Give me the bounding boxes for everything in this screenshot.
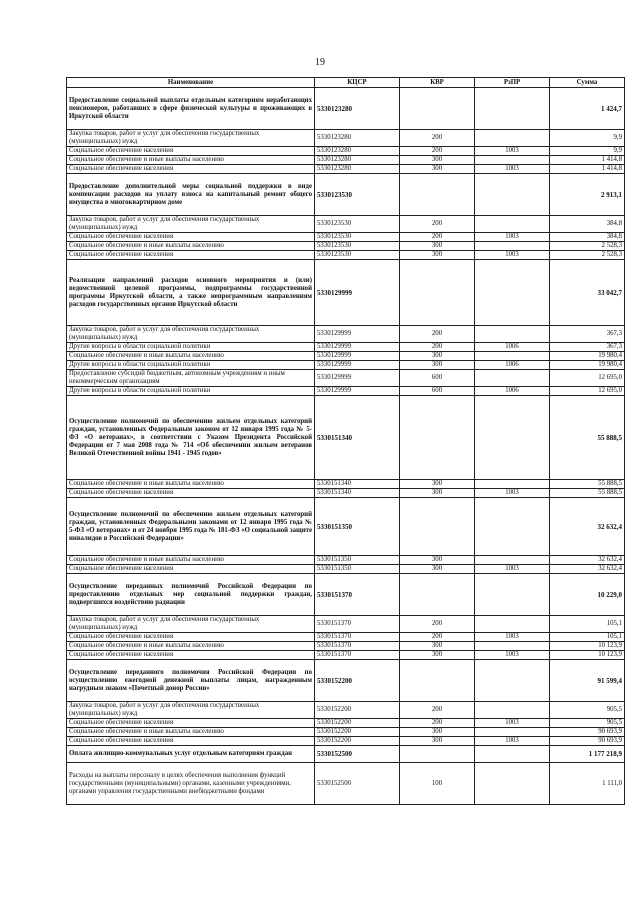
row-kcsr-cell: 5330129999 <box>315 352 400 361</box>
row-sum-cell: 10 123,9 <box>550 642 625 651</box>
row-kcsr-cell: 5330123280 <box>315 147 400 156</box>
row-sum-cell: 384,8 <box>550 233 625 242</box>
row-kcsr-cell: 5330151350 <box>315 565 400 574</box>
row-sum-cell: 1 177 218,9 <box>550 746 625 763</box>
row-sum-cell: 10 123,9 <box>550 651 625 660</box>
row-name-cell: Расходы на выплаты персоналу в целях обеспечения выполнения функций государственными (муниципальными) органами, казенными учреждениями, органами управления государственными внебюджетными фондами <box>67 763 315 805</box>
row-sum-cell: 1 414,8 <box>550 156 625 165</box>
row-sum-cell: 9,9 <box>550 147 625 156</box>
row-sum-cell: 105,1 <box>550 633 625 642</box>
row-rzpr-cell <box>475 660 550 702</box>
row-kcsr-cell: 5330123280 <box>315 130 400 147</box>
row-rzpr-cell <box>475 616 550 633</box>
row-kvr-cell: 200 <box>400 147 475 156</box>
row-sum-cell: 12 695,0 <box>550 387 625 396</box>
row-kcsr-cell: 5330152200 <box>315 702 400 719</box>
row-sum-cell: 384,8 <box>550 216 625 233</box>
table-row <box>67 396 625 480</box>
row-kvr-cell: 300 <box>400 165 475 174</box>
row-name-cell: Другие вопросы в области социальной политики <box>67 343 315 352</box>
row-rzpr-cell <box>475 396 550 480</box>
row-rzpr-cell <box>475 480 550 489</box>
row-kvr-cell: 300 <box>400 737 475 746</box>
row-kcsr-cell: 5330123280 <box>315 165 400 174</box>
table-row <box>67 147 625 156</box>
row-kcsr-cell: 5330129999 <box>315 370 400 387</box>
row-kvr-cell: 300 <box>400 156 475 165</box>
row-kcsr-cell: 5330123530 <box>315 251 400 260</box>
row-name-cell: Закупка товаров, работ и услуг для обеспечения государственных (муниципальных) нужд <box>67 616 315 633</box>
table-row <box>67 343 625 352</box>
row-kvr-cell: 300 <box>400 489 475 498</box>
row-sum-cell: 2 528,3 <box>550 242 625 251</box>
row-kcsr-cell: 5330151350 <box>315 556 400 565</box>
table-row <box>67 702 625 719</box>
row-sum-cell: 55 888,5 <box>550 489 625 498</box>
row-name-cell: Социальное обеспечение населения <box>67 651 315 660</box>
table-row <box>67 352 625 361</box>
row-kvr-cell: 200 <box>400 216 475 233</box>
row-name-cell: Социальное обеспечение населения <box>67 233 315 242</box>
row-sum-cell: 905,5 <box>550 702 625 719</box>
row-sum-cell: 19 980,4 <box>550 361 625 370</box>
row-kcsr-cell: 5330151370 <box>315 642 400 651</box>
row-rzpr-cell: 1006 <box>475 361 550 370</box>
row-kcsr-cell: 5330151370 <box>315 574 400 616</box>
row-sum-cell: 90 693,9 <box>550 737 625 746</box>
row-rzpr-cell <box>475 728 550 737</box>
row-rzpr-cell: 1003 <box>475 489 550 498</box>
table-row <box>67 660 625 702</box>
row-rzpr-cell <box>475 763 550 805</box>
row-sum-cell: 32 632,4 <box>550 556 625 565</box>
row-name-cell: Закупка товаров, работ и услуг для обеспечения государственных (муниципальных) нужд <box>67 326 315 343</box>
row-name-cell: Закупка товаров, работ и услуг для обеспечения государственных (муниципальных) нужд <box>67 702 315 719</box>
row-rzpr-cell <box>475 130 550 147</box>
row-kvr-cell: 300 <box>400 651 475 660</box>
row-name-cell: Осуществление переданного полномочия Российской Федерации по осуществлению ежегодной денежной выплаты лицам, награжденным нагрудным знаком «Почетный донор России» <box>67 660 315 702</box>
row-name-cell: Социальное обеспечение населения <box>67 719 315 728</box>
row-rzpr-cell: 1003 <box>475 651 550 660</box>
table-row <box>67 156 625 165</box>
row-kcsr-cell: 5330123530 <box>315 242 400 251</box>
row-kvr-cell <box>400 498 475 556</box>
row-sum-cell: 55 888,5 <box>550 396 625 480</box>
row-kvr-cell: 600 <box>400 370 475 387</box>
row-kcsr-cell: 5330151370 <box>315 651 400 660</box>
row-name-cell: Закупка товаров, работ и услуг для обеспечения государственных (муниципальных) нужд <box>67 130 315 147</box>
row-kcsr-cell: 5330123280 <box>315 88 400 130</box>
row-kvr-cell: 300 <box>400 565 475 574</box>
row-name-cell: Социальное обеспечение населения <box>67 565 315 574</box>
table-row <box>67 130 625 147</box>
row-name-cell: Социальное обеспечение и иные выплаты населению <box>67 556 315 565</box>
table-row <box>67 728 625 737</box>
row-sum-cell: 12 695,0 <box>550 370 625 387</box>
table-row <box>67 763 625 805</box>
table-row <box>67 498 625 556</box>
row-kcsr-cell: 5330151340 <box>315 396 400 480</box>
row-sum-cell: 19 980,4 <box>550 352 625 361</box>
row-name-cell: Другие вопросы в области социальной политики <box>67 361 315 370</box>
column-header-name: Наименование <box>67 78 315 88</box>
row-rzpr-cell: 1003 <box>475 165 550 174</box>
row-rzpr-cell <box>475 574 550 616</box>
table-row <box>67 361 625 370</box>
row-kcsr-cell: 5330151370 <box>315 616 400 633</box>
table-row <box>67 642 625 651</box>
row-rzpr-cell <box>475 242 550 251</box>
row-rzpr-cell <box>475 156 550 165</box>
row-sum-cell: 32 632,4 <box>550 565 625 574</box>
row-name-cell: Осуществление переданных полномочий Российской Федерации по предоставлению отдельных мер социальной поддержки граждан, подвергшихся воздействию радиации <box>67 574 315 616</box>
row-rzpr-cell <box>475 216 550 233</box>
row-rzpr-cell: 1006 <box>475 387 550 396</box>
row-kvr-cell <box>400 260 475 326</box>
row-kcsr-cell: 5330123280 <box>315 156 400 165</box>
table-row <box>67 251 625 260</box>
row-sum-cell: 367,3 <box>550 343 625 352</box>
row-kcsr-cell: 5330129999 <box>315 326 400 343</box>
row-name-cell: Предоставление субсидий бюджетным, автономным учреждениям и иным некоммерческим организациям <box>67 370 315 387</box>
row-rzpr-cell: 1003 <box>475 147 550 156</box>
row-sum-cell: 105,1 <box>550 616 625 633</box>
row-name-cell: Социальное обеспечение и иные выплаты населению <box>67 642 315 651</box>
table-row <box>67 616 625 633</box>
table-row <box>67 242 625 251</box>
row-kvr-cell: 200 <box>400 633 475 642</box>
row-name-cell: Социальное обеспечение населения <box>67 251 315 260</box>
row-kcsr-cell: 5330151340 <box>315 489 400 498</box>
row-kvr-cell <box>400 88 475 130</box>
row-kcsr-cell: 5330152200 <box>315 660 400 702</box>
row-kcsr-cell: 5330129999 <box>315 387 400 396</box>
row-sum-cell: 9,9 <box>550 130 625 147</box>
row-rzpr-cell <box>475 260 550 326</box>
budget-table <box>66 77 625 805</box>
table-row <box>67 651 625 660</box>
row-sum-cell: 1 111,0 <box>550 763 625 805</box>
row-rzpr-cell <box>475 174 550 216</box>
row-name-cell: Другие вопросы в области социальной политики <box>67 387 315 396</box>
row-kvr-cell: 200 <box>400 233 475 242</box>
row-rzpr-cell <box>475 352 550 361</box>
row-name-cell: Оплата жилищно-коммунальных услуг отдельным категориям граждан <box>67 746 315 763</box>
row-sum-cell: 55 888,5 <box>550 480 625 489</box>
row-sum-cell: 2 528,3 <box>550 251 625 260</box>
row-rzpr-cell <box>475 370 550 387</box>
row-sum-cell: 90 693,9 <box>550 728 625 737</box>
row-kvr-cell <box>400 660 475 702</box>
row-rzpr-cell <box>475 642 550 651</box>
column-header-kcsr: КЦСР <box>315 78 400 88</box>
row-kcsr-cell: 5330129999 <box>315 343 400 352</box>
row-rzpr-cell <box>475 498 550 556</box>
row-kcsr-cell: 5330152500 <box>315 746 400 763</box>
table-row <box>67 719 625 728</box>
row-kvr-cell: 300 <box>400 352 475 361</box>
table-row <box>67 556 625 565</box>
row-sum-cell: 1 424,7 <box>550 88 625 130</box>
row-rzpr-cell: 1003 <box>475 251 550 260</box>
row-kvr-cell: 200 <box>400 130 475 147</box>
row-kvr-cell: 200 <box>400 616 475 633</box>
table-header-row <box>67 78 625 88</box>
table-row <box>67 387 625 396</box>
row-name-cell: Социальное обеспечение населения <box>67 737 315 746</box>
table-body <box>67 88 625 805</box>
table-row <box>67 216 625 233</box>
row-kvr-cell: 300 <box>400 361 475 370</box>
row-kvr-cell: 200 <box>400 343 475 352</box>
row-kcsr-cell: 5330123530 <box>315 174 400 216</box>
row-kcsr-cell: 5330151340 <box>315 480 400 489</box>
row-name-cell: Социальное обеспечение и иные выплаты населению <box>67 480 315 489</box>
table-row <box>67 480 625 489</box>
row-kcsr-cell: 5330152500 <box>315 763 400 805</box>
row-kcsr-cell: 5330152200 <box>315 737 400 746</box>
row-sum-cell: 1 414,8 <box>550 165 625 174</box>
row-name-cell: Социальное обеспечение населения <box>67 147 315 156</box>
row-kcsr-cell: 5330151350 <box>315 498 400 556</box>
row-kvr-cell <box>400 396 475 480</box>
row-kcsr-cell: 5330152200 <box>315 728 400 737</box>
row-kvr-cell: 300 <box>400 556 475 565</box>
row-rzpr-cell: 1003 <box>475 719 550 728</box>
row-kvr-cell <box>400 574 475 616</box>
row-name-cell: Социальное обеспечение и иные выплаты населению <box>67 156 315 165</box>
row-sum-cell: 32 632,4 <box>550 498 625 556</box>
table-row <box>67 633 625 642</box>
row-name-cell: Социальное обеспечение населения <box>67 165 315 174</box>
table-row <box>67 370 625 387</box>
row-name-cell: Социальное обеспечение населения <box>67 633 315 642</box>
row-name-cell: Социальное обеспечение и иные выплаты населению <box>67 352 315 361</box>
row-kvr-cell: 200 <box>400 326 475 343</box>
row-kcsr-cell: 5330129999 <box>315 361 400 370</box>
column-header-rzpr: РзПР <box>475 78 550 88</box>
table-row <box>67 233 625 242</box>
row-rzpr-cell: 1006 <box>475 343 550 352</box>
row-kvr-cell: 300 <box>400 251 475 260</box>
row-kvr-cell: 200 <box>400 719 475 728</box>
row-kvr-cell: 300 <box>400 242 475 251</box>
table-row <box>67 260 625 326</box>
row-name-cell: Закупка товаров, работ и услуг для обеспечения государственных (муниципальных) нужд <box>67 216 315 233</box>
table-row <box>67 165 625 174</box>
table-row <box>67 88 625 130</box>
row-name-cell: Осуществление полномочий по обеспечению жильем отдельных категорий граждан, установленных Федеральным законом от 12 января 1995 года № 5-ФЗ «О ветеранах», в соответствии с Указом Президента Российской Федерации от 7 мая 2008 года № 714 «Об обеспечении жильем ветеранов Великой Отечественной войны 1941 - 1945 годов» <box>67 396 315 480</box>
row-rzpr-cell <box>475 702 550 719</box>
table-row <box>67 489 625 498</box>
table-row <box>67 574 625 616</box>
row-rzpr-cell <box>475 746 550 763</box>
row-rzpr-cell: 1003 <box>475 633 550 642</box>
row-sum-cell: 367,3 <box>550 326 625 343</box>
row-kvr-cell: 100 <box>400 763 475 805</box>
table-row <box>67 565 625 574</box>
row-rzpr-cell <box>475 88 550 130</box>
column-header-sum: Сумма <box>550 78 625 88</box>
row-sum-cell: 2 913,1 <box>550 174 625 216</box>
row-sum-cell: 91 599,4 <box>550 660 625 702</box>
row-rzpr-cell: 1003 <box>475 737 550 746</box>
row-sum-cell: 905,5 <box>550 719 625 728</box>
row-rzpr-cell <box>475 556 550 565</box>
row-name-cell: Социальное обеспечение и иные выплаты населению <box>67 242 315 251</box>
row-kvr-cell: 300 <box>400 480 475 489</box>
row-kvr-cell <box>400 174 475 216</box>
row-sum-cell: 33 042,7 <box>550 260 625 326</box>
row-rzpr-cell: 1003 <box>475 565 550 574</box>
column-header-kvr: КВР <box>400 78 475 88</box>
table-row <box>67 174 625 216</box>
table-row <box>67 737 625 746</box>
row-rzpr-cell <box>475 326 550 343</box>
table-row <box>67 326 625 343</box>
row-kcsr-cell: 5330123530 <box>315 216 400 233</box>
row-rzpr-cell: 1003 <box>475 233 550 242</box>
row-kvr-cell: 300 <box>400 728 475 737</box>
row-kcsr-cell: 5330151370 <box>315 633 400 642</box>
row-kcsr-cell: 5330123530 <box>315 233 400 242</box>
row-sum-cell: 10 229,0 <box>550 574 625 616</box>
table-row <box>67 746 625 763</box>
row-kvr-cell: 600 <box>400 387 475 396</box>
row-kcsr-cell: 5330152200 <box>315 719 400 728</box>
row-kvr-cell: 200 <box>400 702 475 719</box>
row-kcsr-cell: 5330129999 <box>315 260 400 326</box>
row-name-cell: Социальное обеспечение населения <box>67 489 315 498</box>
row-kvr-cell <box>400 746 475 763</box>
row-name-cell: Предоставление дополнительной меры социальной поддержки в виде компенсации расходов на уплату взноса на капитальный ремонт общего имущества в многоквартирном доме <box>67 174 315 216</box>
row-name-cell: Социальное обеспечение и иные выплаты населению <box>67 728 315 737</box>
row-name-cell: Реализация направлений расходов основного мероприятия и (или) ведомственной целевой программы, подпрограммы государственной программы Иркутской области, а также непрограммным направлениям расходов государственных органов Иркутской области <box>67 260 315 326</box>
row-kvr-cell: 300 <box>400 642 475 651</box>
page-number: 19 <box>315 57 325 68</box>
row-name-cell: Предоставление социальной выплаты отдельным категориям неработающих пенсионеров, работавших в сфере физической культуры и проживающих в Иркутской области <box>67 88 315 130</box>
row-name-cell: Осуществление полномочий по обеспечению жильем отдельных категорий граждан, установленных Федеральными законами от 12 января 1995 года № 5-ФЗ «О ветеранах» и от 24 ноября 1995 года № 181-ФЗ «О социальной защите инвалидов в Российской Федерации» <box>67 498 315 556</box>
